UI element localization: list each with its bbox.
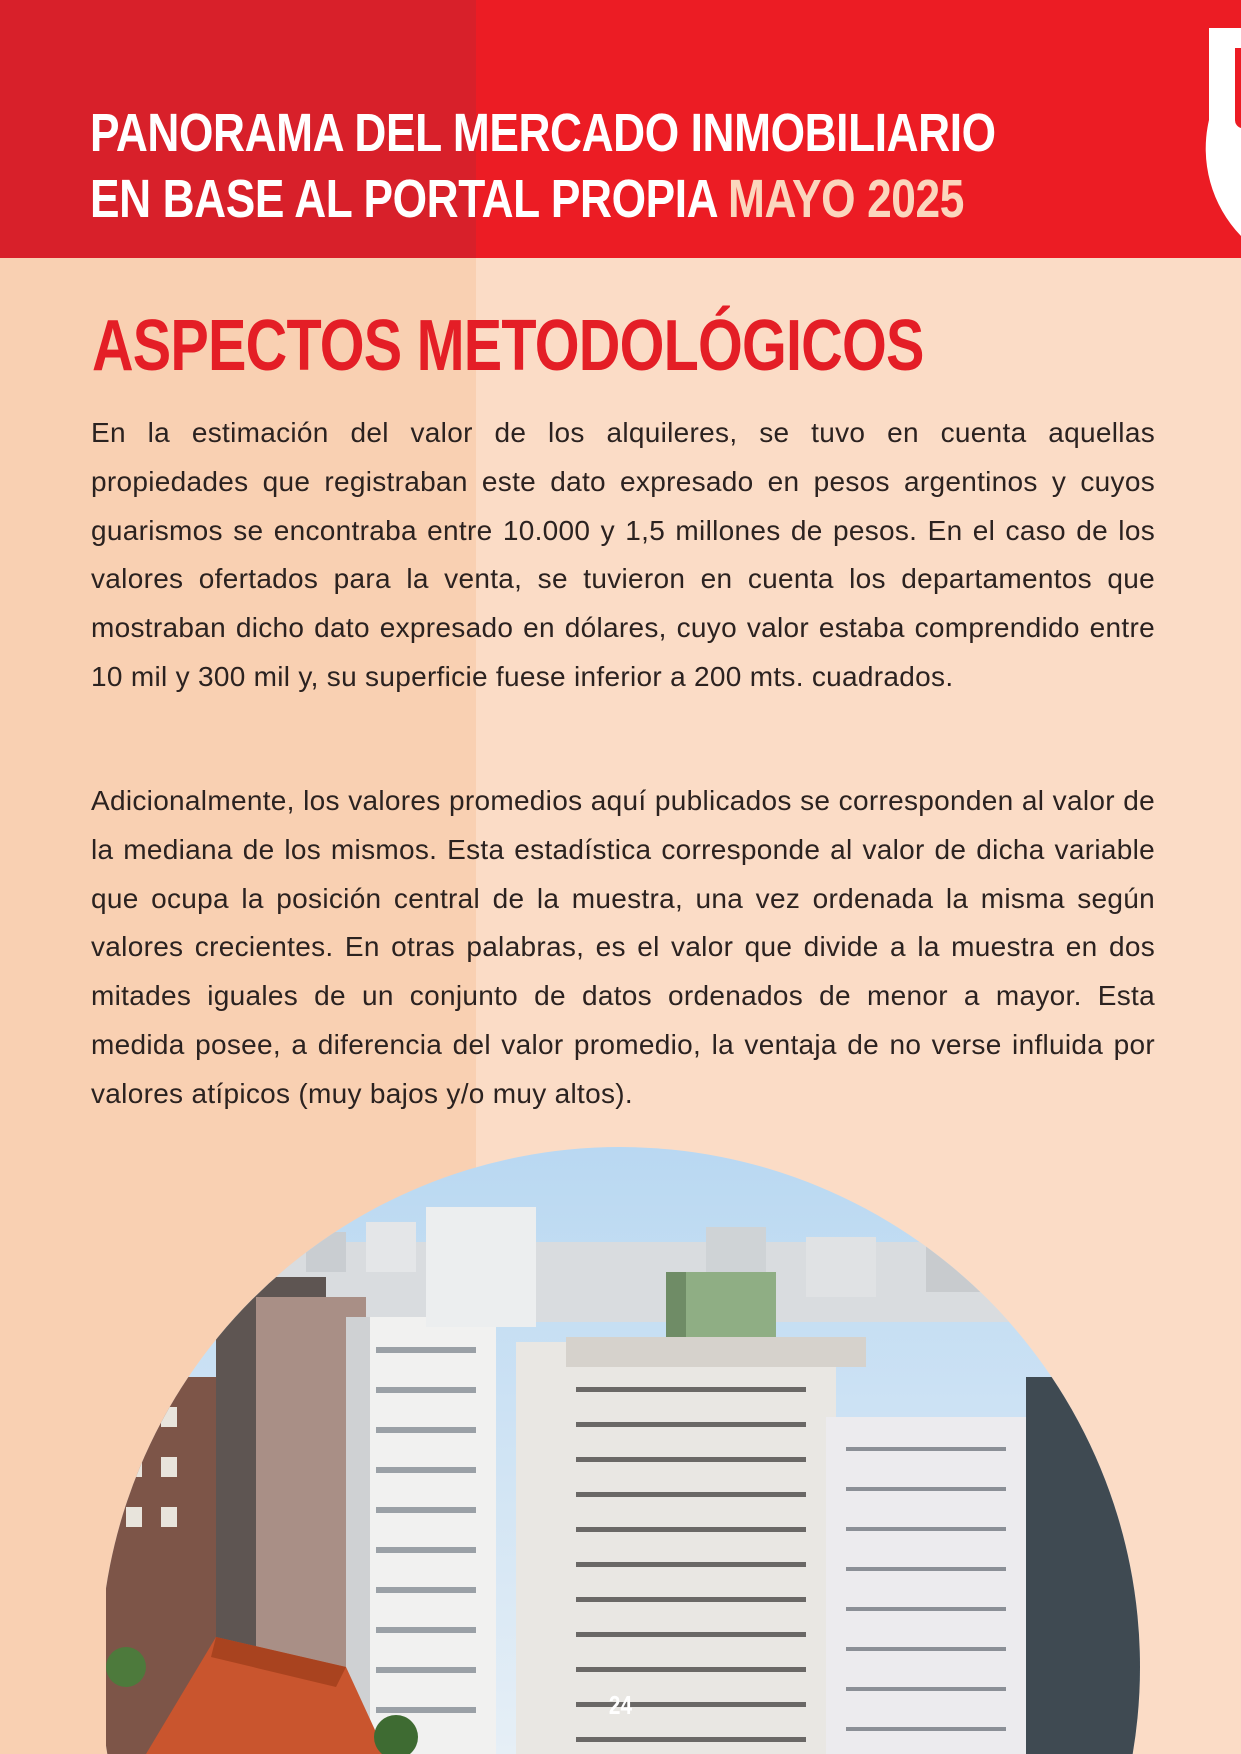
page-header-title xyxy=(90,100,996,232)
methodology-paragraph-1: En la estimación del valor de los alquileres, se tuvo en cuenta aquellas propiedades que registraban este dato expresado en pesos argentinos y cuyos guarismos se encontraba entre 10.000 y 1,5 millones de pesos. En el caso de los valores ofertados para la venta, se tuvieron en cuenta los departamentos que mostraban dicho dato expresado en dólares, cuyo valor estaba comprendido entre 10 mil y 300 mil y, su superficie fuese inferior a 200 mts. cuadrados. xyxy=(91,417,1155,692)
city-buildings-illustration xyxy=(106,1147,1142,1754)
city-buildings-photo xyxy=(106,1147,1142,1754)
page-number: 24 xyxy=(608,1690,633,1720)
header-title-line2: EN BASE AL PORTAL PROPIA xyxy=(90,169,719,229)
brand-logo-icon xyxy=(1101,0,1241,240)
header-title-date: MAYO 2025 xyxy=(728,169,964,229)
section-title: ASPECTOS METODOLÓGICOS xyxy=(92,306,924,386)
header-title-line1: PANORAMA DEL MERCADO INMOBILIARIO xyxy=(90,103,996,163)
header-banner xyxy=(0,0,1241,258)
methodology-paragraph-2: Adicionalmente, los valores promedios aquí publicados se corresponden al valor de la mediana de los mismos. Esta estadística corresponde al valor de dicha variable que ocupa la posición central de la muestra, una vez ordenada la misma según valores crecientes. En otras palabras, es el valor que divide a la muestra en dos mitades iguales de un conjunto de datos ordenados de menor a mayor. Esta medida posee, a diferencia del valor promedio, la ventaja de no verse influida por valores atípicos (muy bajos y/o muy altos). xyxy=(91,785,1155,1109)
